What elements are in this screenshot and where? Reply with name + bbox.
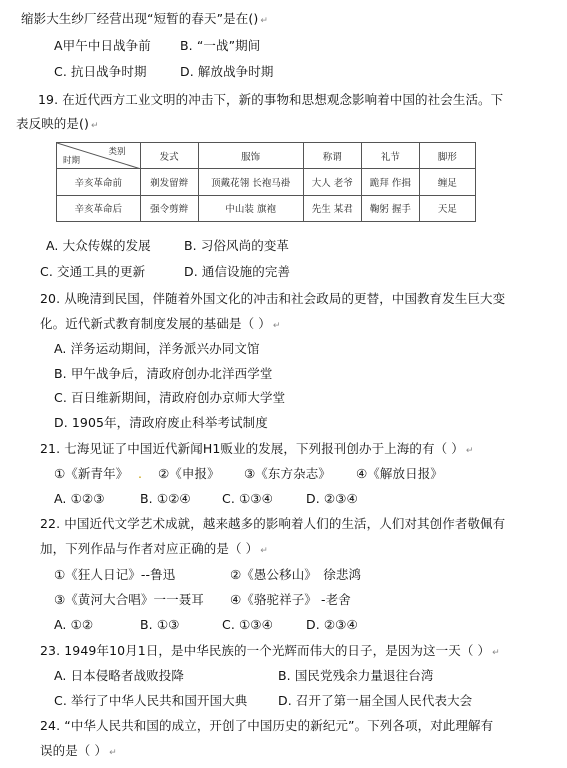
q19-option-c[interactable]: C. 交通工具的更新 <box>40 264 146 279</box>
q20-option-c[interactable]: C. 百日维新期间，清政府创办京师大学堂 <box>54 390 286 405</box>
q18-option-c[interactable]: C. 抗日战争时期 <box>54 64 147 79</box>
q18-option-a[interactable]: A甲午中日战争前 <box>54 38 151 53</box>
q22-pair-1: ①《狂人日记》--鲁迅 <box>54 567 176 582</box>
q18-option-d[interactable]: D. 解放战争时期 <box>180 64 274 79</box>
q19-option-d[interactable]: D. 通信设施的完善 <box>184 264 291 279</box>
q22-stem-line1: 22. 中国近代文学艺术成就，越来越多的影响着人们的生活，人们对其创作者敬佩有 <box>40 516 506 531</box>
table-corner-cell <box>57 143 141 169</box>
corner-label-category: 类别 <box>108 147 126 157</box>
q20-option-b[interactable]: B. 甲午战争后，清政府创办北洋西学堂 <box>54 366 273 381</box>
q19-option-a[interactable]: A. 大众传媒的发展 <box>46 238 151 253</box>
q22-pair-4: ④《骆驼祥子》 -老舍 <box>230 592 351 607</box>
table-cell: 先生 某君 <box>303 195 361 221</box>
q19-stem-line2: 表反映的是() ↵ <box>16 116 99 131</box>
q21-stem: 21. 七海见证了中国近代新闻H1贩业的发展，下列报刊创办于上海的有（ ） ↵ <box>40 441 474 456</box>
q23-option-c[interactable]: C. 举行了中华人民共和国开国大典 <box>54 693 248 708</box>
q22-option-b[interactable]: B. ①③ <box>140 617 180 632</box>
table-cell: 中山装 旗袍 <box>198 195 303 221</box>
q19-stem-line1: 19. 在近代西方工业文明的冲击下，新的事物和思想观念影响着中国的社会生活。下 <box>38 92 504 107</box>
table-header: 称谓 <box>303 143 361 169</box>
q23-stem: 23. 1949年10月1日，是中华民族的一个光辉而伟大的日子，是因为这一天（ ） ↵ <box>40 643 500 658</box>
table-header: 礼节 <box>361 143 419 169</box>
q20-option-a[interactable]: A. 洋务运动期间，洋务派兴办同文馆 <box>54 341 260 356</box>
q21-option-d[interactable]: D. ②③④ <box>306 491 358 506</box>
q24-stem-line2: 误的是（ ） ↵ <box>40 743 117 758</box>
corner-label-period: 时期 <box>63 156 81 167</box>
table-header: 脚形 <box>419 143 475 169</box>
q19-option-b[interactable]: B. 习俗风尚的变革 <box>184 238 290 253</box>
q22-option-c[interactable]: C. ①③④ <box>222 617 273 632</box>
q21-option-c[interactable]: C. ①③④ <box>222 491 273 506</box>
table-header: 服饰 <box>198 143 303 169</box>
table-row <box>57 169 476 195</box>
table-cell: 辛亥革命后 <box>57 195 141 221</box>
q20-stem-line2: 化。近代新式教育制度发展的基础是（ ） ↵ <box>40 316 281 331</box>
q21-option-b[interactable]: B. ①②④ <box>140 491 191 506</box>
q21-item-2: ②《申报》 <box>158 466 220 481</box>
q21-option-a[interactable]: A. ①②③ <box>54 491 105 506</box>
q18-option-b[interactable]: B. “一战”期间 <box>180 38 261 53</box>
q22-option-a[interactable]: A. ①② <box>54 617 94 632</box>
table-cell: 缠足 <box>419 169 475 195</box>
table-row <box>57 195 476 221</box>
table-cell: 天足 <box>419 195 475 221</box>
table-header: 发式 <box>140 143 198 169</box>
q21-item-4: ④《解放日报》 <box>356 466 443 481</box>
q20-stem-line1: 20. 从晚清到民国，伴随着外国文化的冲击和社会政局的更替，中国教育发生巨大变 <box>40 291 506 306</box>
table-cell: 大人 老爷 <box>303 169 361 195</box>
q23-option-d[interactable]: D. 召开了第一届全国人民代表大会 <box>278 693 473 708</box>
q22-pair-2: ②《愚公移山》 徐悲鸿 <box>230 567 362 582</box>
q22-stem-line2: 加，下列作品与作者对应正确的是（ ） ↵ <box>40 541 268 556</box>
table-cell: 强令剪辫 <box>140 195 198 221</box>
q21-item-1: ①《新青年》 <box>54 466 129 481</box>
customs-comparison-table <box>56 142 476 222</box>
table-header-row <box>57 143 476 169</box>
q21-item-3: ③《东方杂志》 <box>244 466 331 481</box>
q24-stem-line1: 24. “中华人民共和国的成立，开创了中国历史的新纪元”。下列各项，对此理解有 <box>40 718 494 733</box>
q23-option-a[interactable]: A. 日本侵略者战败投降 <box>54 668 184 683</box>
table-cell: 辛亥革命前 <box>57 169 141 195</box>
q23-option-b[interactable]: B. 国民党残余力量退往台湾 <box>278 668 434 683</box>
q22-pair-3: ③《黄河大合唱》一一聂耳 <box>54 592 204 607</box>
table-cell: 跪拜 作揖 <box>361 169 419 195</box>
q21-dot-mark: . <box>138 466 143 481</box>
table-cell: 顶戴花翎 长袍马褂 <box>198 169 303 195</box>
q20-option-d[interactable]: D. 1905年，清政府废止科举考试制度 <box>54 415 268 430</box>
table-cell: 剃发留辫 <box>140 169 198 195</box>
table-cell: 鞠躬 握手 <box>361 195 419 221</box>
q22-option-d[interactable]: D. ②③④ <box>306 617 358 632</box>
q18-stem-tail: 缩影大生纱厂经营出现“短暂的春天”是在() ↵ <box>21 11 268 26</box>
